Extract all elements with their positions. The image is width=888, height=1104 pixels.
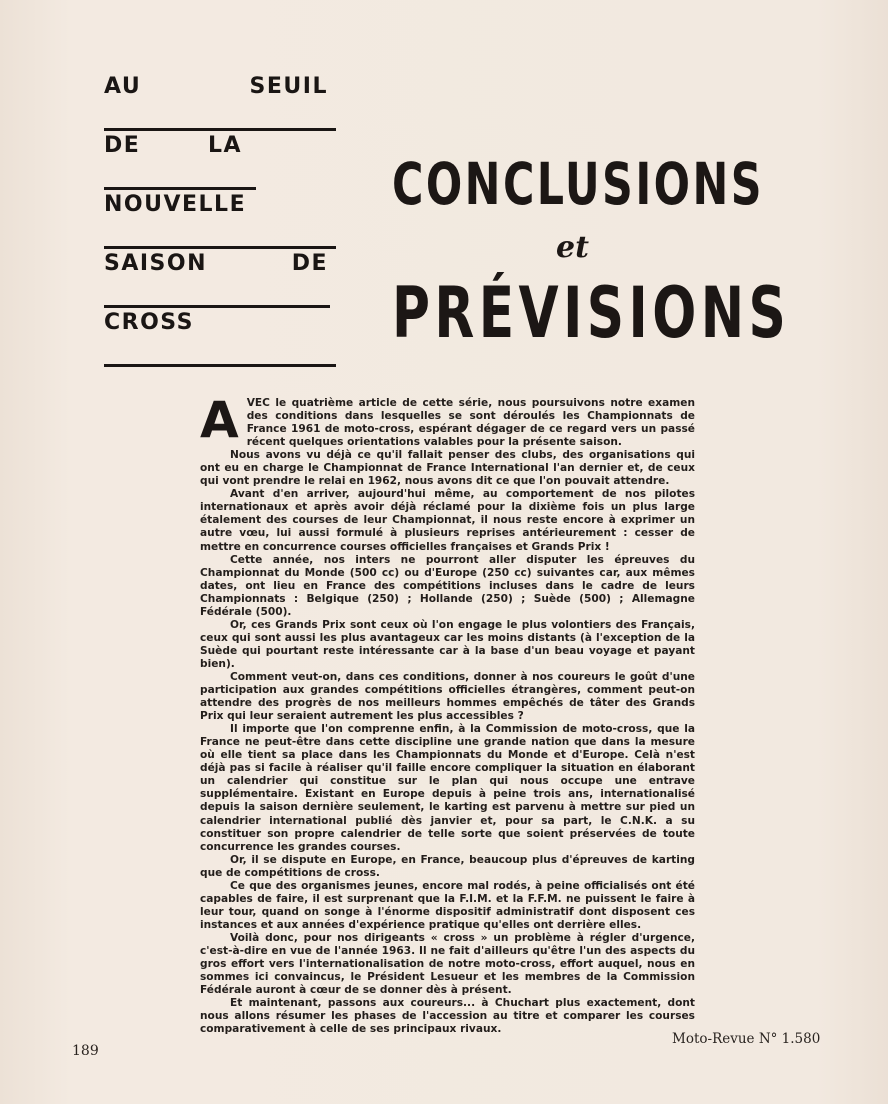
kicker-word: CROSS	[104, 310, 194, 335]
kicker-word: SAISON	[104, 251, 208, 276]
kicker-word: SEUIL	[249, 74, 328, 99]
article-paragraph: Or, il se dispute en Europe, en France, beaucoup plus d'épreuves de karting que de compétitions de cross.	[200, 853, 695, 879]
kicker-line	[104, 308, 336, 367]
title-connector: et	[556, 230, 589, 265]
kicker-word: LA	[207, 133, 242, 158]
drop-cap: A	[200, 391, 239, 449]
paragraph-text: VEC le quatrième article de cette série, nous poursuivons notre examen des conditions dans lesquelles se sont déroulés les Championnats de France 1961 de moto-cross, espérant dégager de ce regard vers un passé récent quelques orientations valables pour la présente saison.	[246, 397, 695, 449]
publication-source: Moto-Revue N° 1.580	[672, 1031, 821, 1047]
article-body	[200, 391, 695, 1036]
kicker-word: DE	[291, 251, 328, 276]
kicker-line	[104, 190, 336, 249]
kicker-word: NOUVELLE	[104, 192, 247, 217]
article-title: CONCLUSIONS	[392, 150, 765, 218]
kicker-line	[104, 249, 330, 308]
article-paragraph: Or, ces Grands Prix sont ceux où l'on engage le plus volontiers des Français, ceux qui sont aussi les plus avantageux car les moins distants (à l'exception de la Suède qui pourtant reste intéressante car à la base d'un beau voyage et payant bien).	[200, 618, 695, 670]
kicker-line	[104, 72, 336, 131]
article-paragraph: Il importe que l'on comprenne enfin, à la Commission de moto-cross, que la France ne peut-être dans cette discipline une grande nation que dans la mesure où elle tient sa place dans les Championnats du Monde et d'Europe. Celà n'est déjà pas si facile à réaliser qu'il faille encore compliquer la situation en élaborant un calendrier qui constitue sur le plan qui nous occupe une entrave supplémentaire. Existant en Europe depuis à peine trois ans, internationalisé depuis la saison dernière seulement, le karting est parvenu à mettre sur pied un calendrier international publié dès janvier et, pour sa part, le C.N.K. a su constituer son propre calendrier de telle sorte que soient préservées de toute concurrence les grandes courses.	[200, 723, 695, 853]
kicker-word: DE	[104, 133, 141, 158]
article-subtitle: PRÉVISIONS	[392, 272, 791, 354]
article-paragraph: Avant d'en arriver, aujourd'hui même, au comportement de nos pilotes internationaux et après avoir déjà réclamé pour la dixième fois un plus large étalement des courses de leur Championnat, il nous reste encore à exprimer un autre vœu, lui aussi formulé à plusieurs reprises antérieurement : cesser de mettre en concurrence courses officielles françaises et Grands Prix !	[200, 488, 695, 553]
kicker-word: AU	[104, 74, 142, 99]
article-paragraph: Comment veut-on, dans ces conditions, donner à nos coureurs le goût d'une participation aux grandes compétitions officielles étrangères, comment peut-on attendre des progrès de nos meilleurs hommes empêchés de tâter des Grands Prix qui leur seraient autrement les plus accessibles ?	[200, 670, 695, 723]
article-paragraph	[200, 391, 695, 449]
article-paragraph: Nous avons vu déjà ce qu'il fallait penser des clubs, des organisations qui ont eu en charge le Championnat de France International l'an dernier et, de ceux qui vont prendre le relai en 1962, nous avons dit ce que l'on pouvait attendre.	[200, 449, 695, 488]
article-paragraph: Ce que des organismes jeunes, encore mal rodés, à peine officialisés ont été capables de faire, il est surprenant que la F.I.M. et la F.F.M. ne puissent le faire à leur tour, quand on songe à l'énorme dispositif administratif dont disposent ces instances et aux années d'expérience pratique qu'elles ont derrière elles.	[200, 879, 695, 931]
kicker-line	[104, 131, 256, 190]
article-paragraph: Et maintenant, passons aux coureurs... à Chuchart plus exactement, dont nous allons résumer les phases de l'accession au titre et comparer les courses comparativement à celle de ses principaux rivaux.	[200, 997, 695, 1036]
page-number: 189	[72, 1043, 99, 1059]
article-paragraph: Cette année, nos inters ne pourront aller disputer les épreuves du Championnat du Monde (500 cc) ou d'Europe (250 cc) suivantes car, aux mêmes dates, ont lieu en France des compétitions incluses dans le cadre de leurs Championnats : Belgique (250) ; Hollande (250) ; Suède (500) ; Allemagne Fédérale (500).	[200, 553, 695, 618]
article-paragraph: Voilà donc, pour nos dirigeants « cross » un problème à régler d'urgence, c'est-à-dire en vue de l'année 1963. Il ne fait d'ailleurs qu'être l'un des aspects du gros effort vers l'internationalisation de notre moto-cross, effort auquel, nous en sommes ici convaincus, le Président Lesueur et les membres de la Commission Fédérale auront à cœur de se donner dès à présent.	[200, 931, 695, 997]
kicker-heading	[104, 72, 336, 367]
